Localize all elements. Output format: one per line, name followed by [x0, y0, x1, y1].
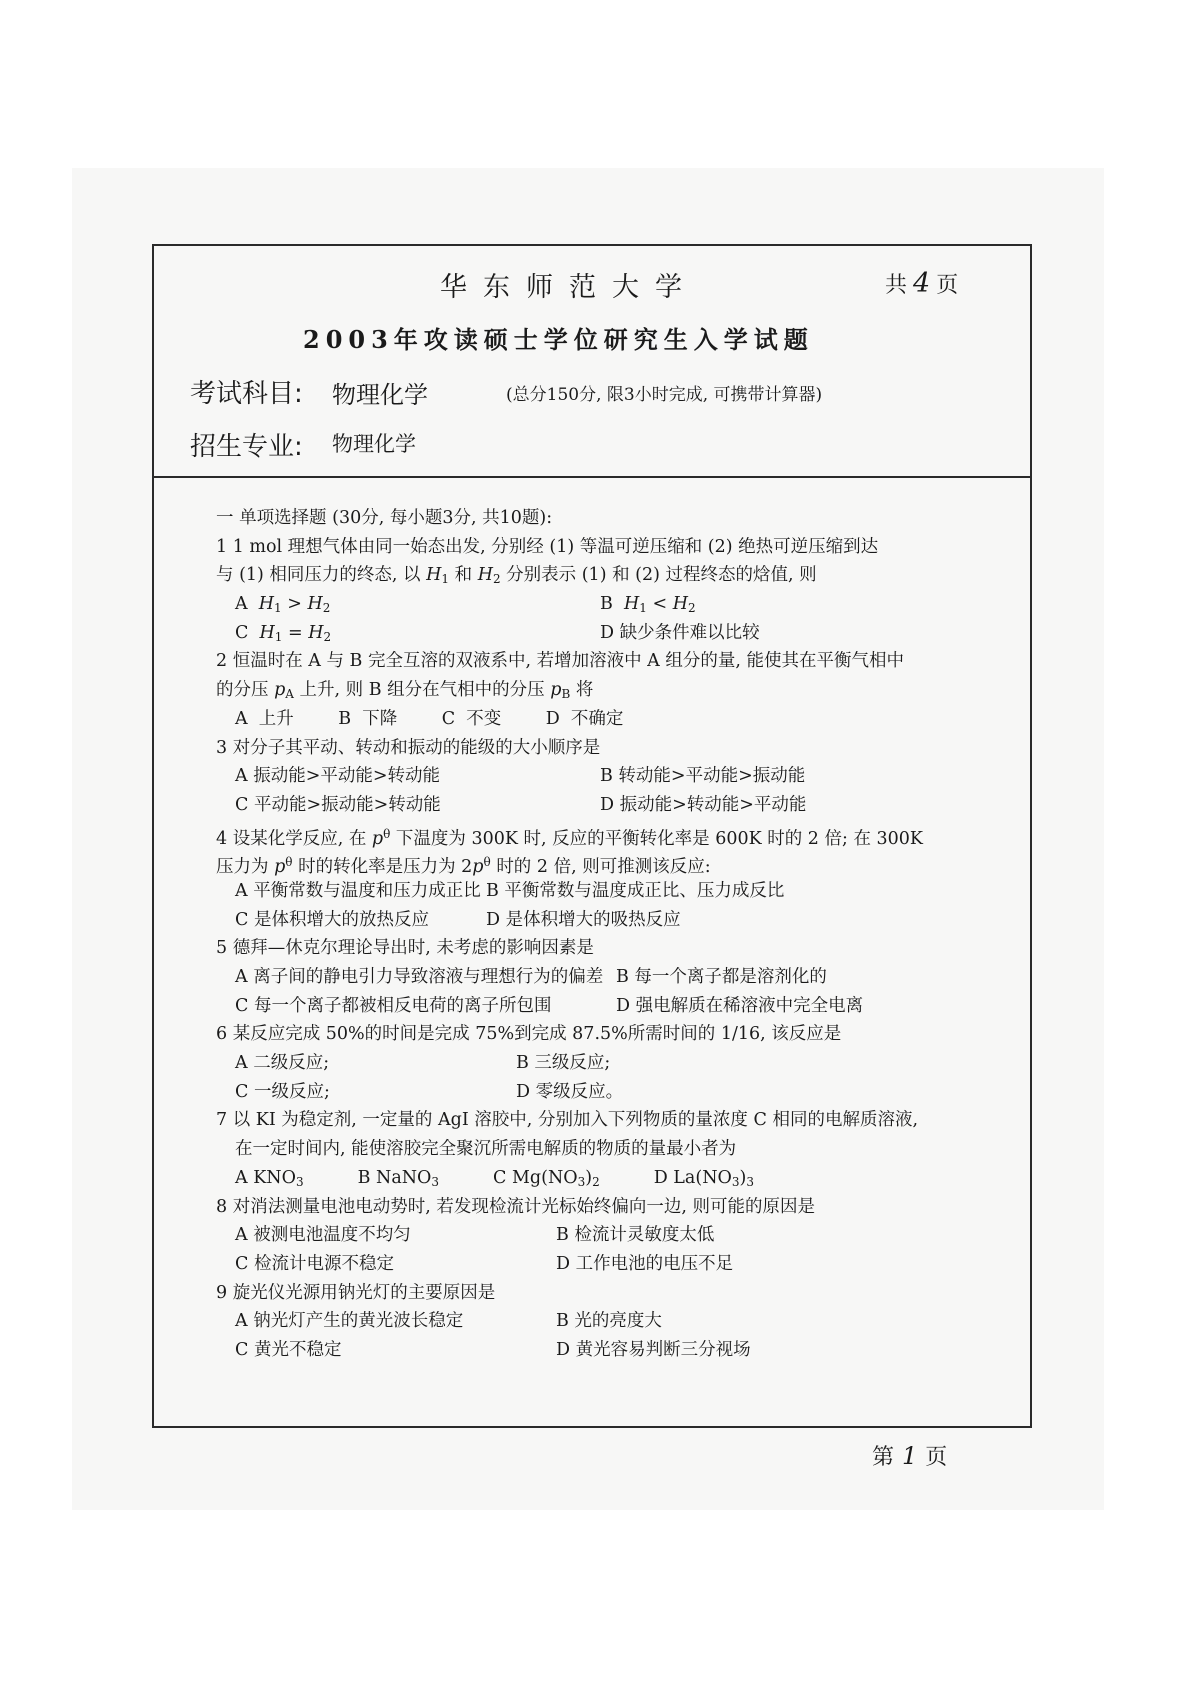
question-4-options-ab: A 平衡常数与温度和压力成正比 B 平衡常数与温度成正比、压力成反比	[235, 880, 785, 901]
question-3-stem: 3 对分子其平动、转动和振动的能级的大小顺序是	[216, 737, 601, 758]
question-4-options-cd: C 是体积增大的放热反应 D 是体积增大的吸热反应	[235, 909, 681, 930]
question-3-options-ab: A 振动能>平动能>转动能 B 转动能>平动能>振动能	[235, 766, 806, 787]
question-4-line-2: 压力为 $p^\theta$ 时的转化率是压力为 $2p^\theta$ 时的 2 倍, 则可推测该反应:	[216, 855, 711, 878]
question-7-line-2: 在一定时间内, 能使溶胶完全聚沉所需电解质的物质的量最小者为	[235, 1139, 737, 1160]
question-list	[216, 504, 1006, 1365]
question-2-options: A 上升 B 下降 C 不变 D 不确定	[235, 708, 624, 729]
major-label: 招生专业:	[190, 432, 303, 462]
question-9-stem: 9 旋光仪光源用钠光灯的主要原因是	[216, 1282, 496, 1303]
question-7-options: A $KNO_3$ B NaNO$_3$ C $Mg(NO_3)_2$ D $La(NO_3)_3$	[235, 1167, 754, 1189]
question-9-options-cd: C 黄光不稳定 D 黄光容易判断三分视场	[235, 1339, 751, 1360]
university-name: 华东师范大学	[440, 272, 698, 303]
major-value: 物理化学	[332, 432, 416, 456]
question-1-options-cd: C $H_1 = H_2$ D 缺少条件难以比较	[235, 622, 760, 644]
question-6-stem: 6 某反应完成 50%的时间是完成 75%到完成 87.5%所需时间的 1/16, 该反应是	[216, 1024, 842, 1045]
question-6-options-ab: A 二级反应; B 三级反应;	[235, 1053, 611, 1074]
question-2-line-1: 2 恒温时在 A 与 B 完全互溶的双液系中, 若增加溶液中 A 组分的量, 能使其在平衡气相中	[216, 651, 904, 672]
section-title: 一 单项选择题 (30分, 每小题3分, 共10题):	[216, 508, 553, 528]
question-8-options-ab: A 被测电池温度不均匀 B 检流计灵敏度太低	[235, 1225, 715, 1246]
question-8-stem: 8 对消法测量电池电动势时, 若发现检流计光标始终偏向一边, 则可能的原因是	[216, 1196, 815, 1217]
subject-note: (总分150分, 限3小时完成, 可携带计算器)	[506, 385, 823, 405]
question-5-options-ab: A 离子间的静电引力导致溶液与理想行为的偏差 B 每一个离子都是溶剂化的	[235, 967, 827, 987]
exam-title: 2003年攻读硕士学位研究生入学试题	[303, 325, 814, 354]
subject-value: 物理化学	[332, 381, 428, 409]
question-4-line-1: 4 设某化学反应, 在 $p^\theta$ 下温度为 300K 时, 反应的平衡转化率是 600K 时的 2 倍; 在 300K	[216, 826, 924, 849]
question-1-line-2: 与 (1) 相同压力的终态, 以 $H_1$ 和 $H_2$ 分别表示 (1) 和 (2) 过程终态的焓值, 则	[216, 565, 817, 587]
question-6-options-cd: C 一级反应; D 零级反应。	[235, 1081, 624, 1102]
question-5-options-cd: C 每一个离子都被相反电荷的离子所包围 D 强电解质在稀溶液中完全电离	[235, 995, 864, 1016]
subject-label: 考试科目:	[190, 379, 303, 409]
question-5-stem: 5 德拜—休克尔理论导出时, 未考虑的影响因素是	[216, 938, 594, 959]
total-pages: 共 4 页	[885, 268, 959, 299]
question-1-line-1: 1 1 mol 理想气体由同一始态出发, 分别经 (1) 等温可逆压缩和 (2) 绝热可逆压缩到达	[216, 536, 879, 557]
question-7-line-1: 7 以 KI 为稳定剂, 一定量的 AgI 溶胶中, 分别加入下列物质的量浓度 C 相同的电解质溶液,	[216, 1110, 919, 1131]
header-divider	[152, 476, 1032, 478]
question-3-options-cd: C 平动能>振动能>转动能 D 振动能>转动能>平动能	[235, 794, 807, 815]
question-1-options-ab: A $H_1 > H_2$ B $H_1 < H_2$	[235, 594, 696, 616]
question-8-options-cd: C 检流计电源不稳定 D 工作电池的电压不足	[235, 1253, 734, 1274]
page-number: 第 1 页	[872, 1442, 948, 1470]
question-9-options-ab: A 钠光灯产生的黄光波长稳定 B 光的亮度大	[235, 1311, 662, 1332]
question-2-line-2: 的分压 $p_A$ 上升, 则 B 组分在气相中的分压 $p_B$ 将	[216, 680, 594, 702]
